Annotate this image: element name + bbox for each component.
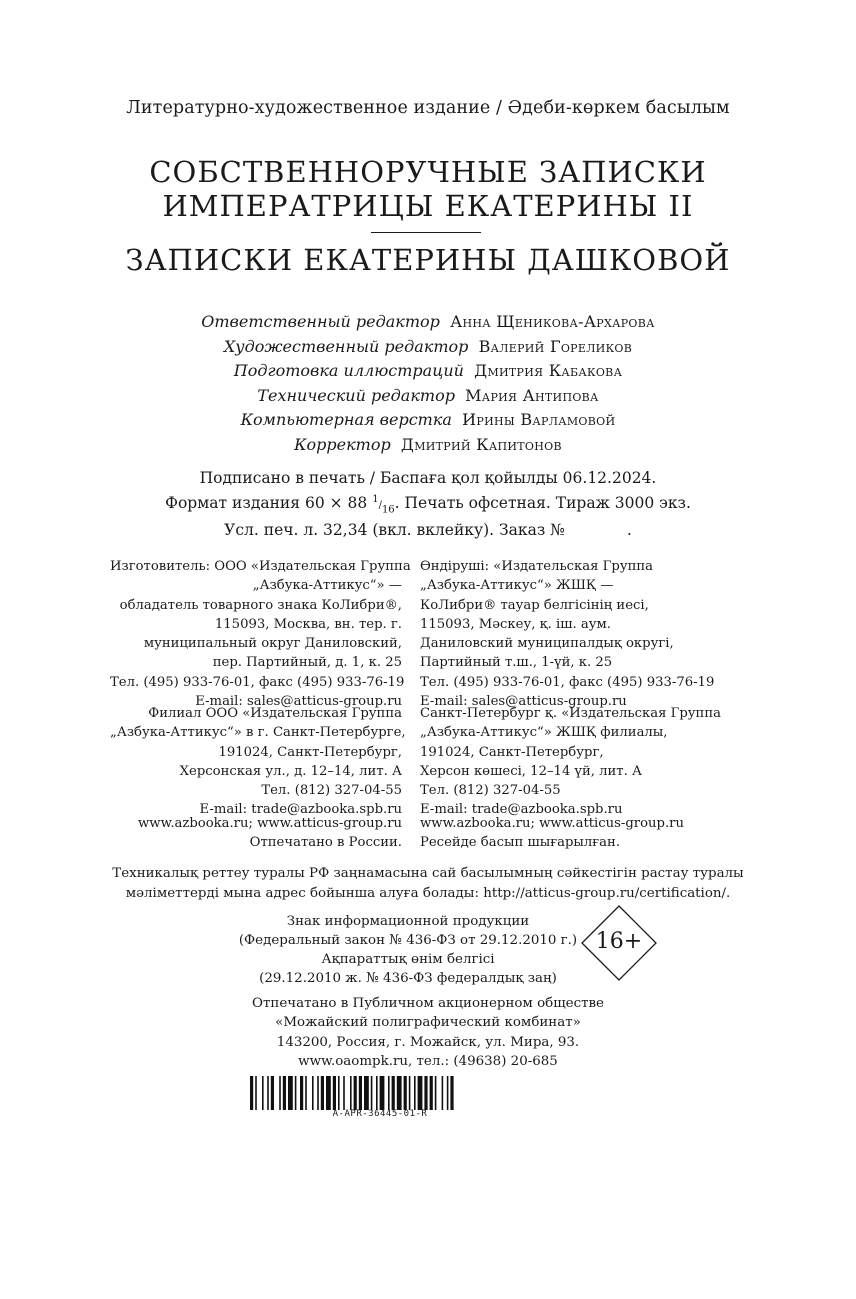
barcode-bar — [338, 1076, 340, 1110]
barcode-bar — [404, 1076, 407, 1110]
branch-ru: Филиал ООО «Издательская Группа „Азбука-Аттикус“» в г. Санкт-Петербурге, 191024, Санкт-Петербург, Херсонская ул., д. 12–14, лит. А Тел. (812) 327-04-55 E-mail: trade@azbooka.spb.ru — [110, 706, 406, 818]
barcode-bar — [380, 1076, 385, 1110]
barcode-bar — [255, 1076, 257, 1110]
credit-role: Компьютерная верстка — [240, 410, 452, 429]
barcode-bar — [279, 1076, 281, 1110]
barcode-icon — [250, 1076, 522, 1110]
age-info: Знак информационной продукции (Федеральный закон № 436-ФЗ от 29.12.2010 г.) Ақпараттық өнім белгісі (29.12.2010 ж. № 436-ФЗ федералдық заң) — [238, 914, 578, 986]
barcode-bar — [354, 1076, 357, 1110]
credits-list — [0, 310, 856, 457]
credit-row — [0, 359, 856, 384]
credit-role: Технический редактор — [257, 385, 455, 405]
web-ru: www.azbooka.ru; www.atticus-group.ru Отпечатано в России. — [138, 816, 402, 851]
barcode-bar — [397, 1076, 402, 1110]
credit-name: Дмитрия Кабакова — [474, 361, 623, 380]
credit-name: Дмитрий Капитонов — [400, 434, 562, 454]
manufacturer-kz: Өндіруші: «Издательская Группа „Азбука-Аттикус“» ЖШҚ — КоЛибри® тауар белгісінің иесі, 115093, Мәскеу, қ. іш. аум. Даниловский муниципалдық округі, Партийный т.ш., 1-үй, к. 25 Тел. (495) 933-76-01, факс (495) 933-76-19 E-mail: sales@atticus-group.ru — [420, 559, 715, 710]
title-line-2: ИМПЕРАТРИЦЫ ЕКАТЕРИНЫ II — [162, 189, 694, 223]
barcode-bar — [271, 1076, 274, 1110]
credit-name: Ирины Варламовой — [462, 410, 616, 429]
tech-regulation: Техникалық реттеу туралы РФ заңнамасына сай басылымның сәйкестігін растау туралы мәліметтерді мына адрес бойынша алуға болады: http://atticus-group.ru/certification/. — [112, 866, 744, 901]
barcode-bar — [312, 1076, 314, 1110]
print-info — [0, 468, 856, 541]
barcode-bar — [267, 1076, 269, 1110]
barcode-bar — [430, 1076, 433, 1110]
credit-row — [0, 408, 856, 433]
credit-name: Анна Щеникова-Архарова — [450, 312, 655, 331]
barcode-bar — [414, 1076, 416, 1110]
barcode-bar — [333, 1076, 336, 1110]
barcode-text: A-APR-36445-01-R — [332, 1109, 428, 1119]
barcode-bar — [300, 1076, 303, 1110]
credit-row — [0, 384, 856, 409]
barcode-bar — [359, 1076, 362, 1110]
barcode-bar — [321, 1076, 324, 1110]
print-order-line: Усл. печ. л. 32,34 (вкл. вклейку). Заказ № . — [224, 521, 632, 540]
barcode-bar — [364, 1076, 369, 1110]
barcode-bar — [317, 1076, 319, 1110]
barcode-bar — [424, 1076, 427, 1110]
barcode-bar — [392, 1076, 395, 1110]
title-block — [0, 155, 856, 223]
barcode-bar — [447, 1076, 449, 1110]
credit-name: Мария Антипова — [465, 385, 599, 405]
printer-info: Отпечатано в Публичном акционерном обществе «Можайский полиграфический комбинат» 143200, Россия, г. Можайск, ул. Мира, 93. www.oaompk.ru, тел.: (49638) 20-685 — [252, 996, 604, 1069]
barcode-bar — [388, 1076, 390, 1110]
barcode-bar — [250, 1076, 253, 1110]
barcode-bar — [350, 1076, 352, 1110]
barcode-bar — [295, 1076, 297, 1110]
web-kz: www.azbooka.ru; www.atticus-group.ru Ресейде басып шығарылған. — [420, 816, 684, 851]
title-line-1: СОБСТВЕННОРУЧНЫЕ ЗАПИСКИ — [149, 155, 707, 189]
credit-row — [0, 310, 856, 335]
barcode-bar — [450, 1076, 453, 1110]
credit-row — [0, 335, 856, 360]
barcode-bar — [343, 1076, 345, 1110]
credit-role: Художественный редактор — [223, 336, 469, 356]
barcode-bar — [262, 1076, 264, 1110]
credit-row — [0, 433, 856, 458]
barcode-bar — [283, 1076, 286, 1110]
print-signed-line: Подписано в печать / Баспаға қол қойылды 06.12.2024. — [199, 469, 657, 487]
barcode-bar — [409, 1076, 411, 1110]
barcode-bar — [371, 1076, 373, 1110]
title-divider — [371, 232, 481, 233]
credit-name: Валерий Гореликов — [478, 336, 633, 356]
barcode-bar — [418, 1076, 423, 1110]
print-format-line: Формат издания 60 × 88 $^1/_{16}$. Печать офсетная. Тираж 3000 экз. — [165, 494, 691, 516]
branch-kz: Санкт-Петербург қ. «Издательская Группа „Азбука-Аттикус“» ЖШҚ филиалы, 191024, Санкт-Петербург, Херсон көшесі, 12–14 үй, лит. А Тел. (812) 327-04-55 E-mail: trade@azbooka.spb.ru — [420, 706, 721, 818]
credit-role: Корректор — [294, 434, 391, 454]
barcode-bar — [326, 1076, 331, 1110]
barcode-bar — [288, 1076, 293, 1110]
title-line-3: ЗАПИСКИ ЕКАТЕРИНЫ ДАШКОВОЙ — [125, 243, 731, 277]
barcode-bar — [305, 1076, 307, 1110]
credit-role: Подготовка иллюстраций — [233, 361, 464, 380]
barcode-bar — [442, 1076, 444, 1110]
barcode-bar — [376, 1076, 378, 1110]
barcode-bar — [435, 1076, 437, 1110]
manufacturer-ru: Изготовитель: ООО «Издательская Группа „Азбука-Аттикус“» — обладатель товарного знака КоЛибри®, 115093, Москва, вн. тер. г. муниципальный округ Даниловский, пер. Партийный, д. 1, к. 25 Тел. (495) 933-76-01, факс (495) 933-76-19 E-mail: sales@atticus-group.ru — [110, 559, 411, 710]
age-rating-label: 16+ — [595, 929, 643, 954]
series-line: Литературно-художественное издание / Әдеби-көркем басылым — [126, 98, 730, 118]
credit-role: Ответственный редактор — [201, 312, 440, 331]
